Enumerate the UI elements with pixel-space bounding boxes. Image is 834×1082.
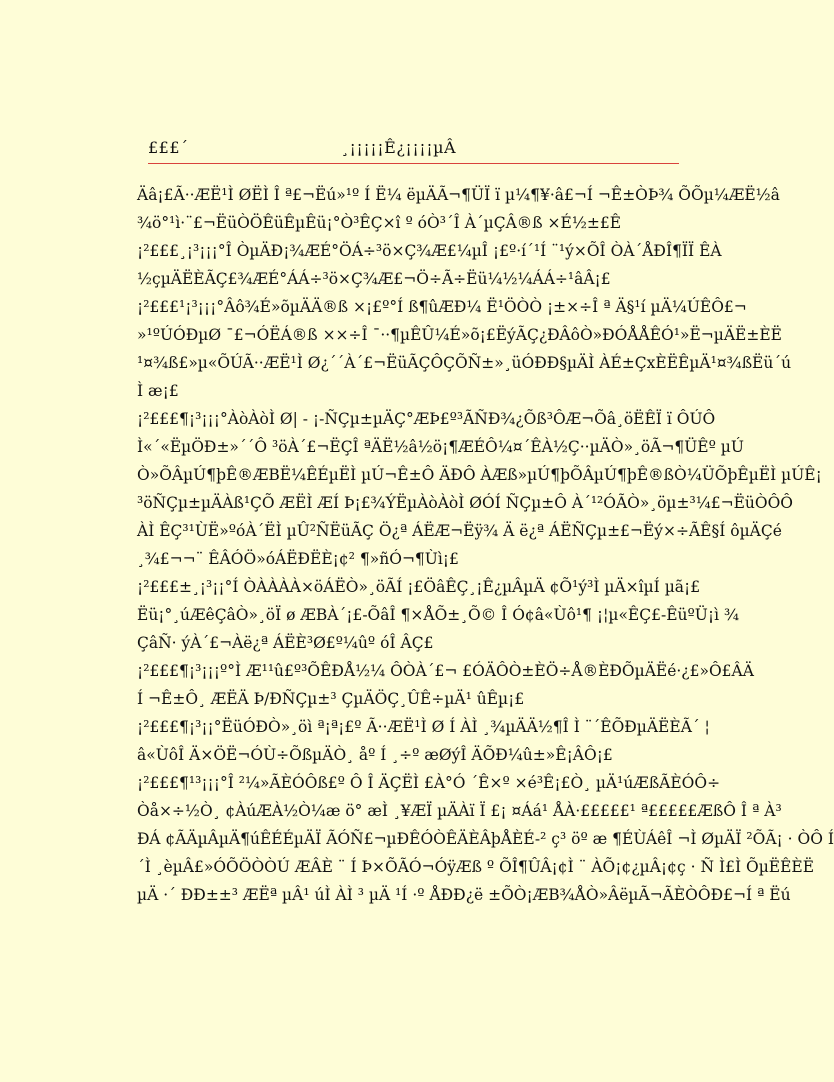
text-line: ¾ö°¹ì·¨£¬ËüÒÖÊüÊµÊü¡°Ò³ÊÇ×î º óÒ³´Î À´µÇÂ®ß ×É½±£Ê <box>137 214 622 232</box>
running-title: ¸¡¡¡¡¡Ê¿¡¡¡¡µÂ <box>341 138 457 157</box>
text-line: Ì æ¡£ <box>137 382 179 400</box>
running-header <box>148 138 678 160</box>
text-line: µÄ ·´ ÐÐ±±³ ÆËª µÂ¹ úÌ ÀÌ ³ µÄ ¹Í ·º ÅÐÐ¿ë ±ÕÒ¡ÆB¾ÅÒ»ÂëµÃ¬ÃÈÒÔÐ£¬Í ª Ëú <box>137 886 791 904</box>
text-line: Ì«´«ËµÖÐ±»´´Ô ³öÀ´£¬ËÇÎ ªÄË½â½ö¡¶ÆÉÔ¼¤´ÊÀ½Ç··µÄÒ»¸öÃ¬¶ÜÊº µÚ <box>137 438 744 456</box>
text-line: Í ¬Ê±Ô¸ ÆËÄ Þ/ÐÑÇµ±³ ÇµÄÖÇ¸ÛÊ÷µÄ¹ ûÊµ¡£ <box>137 690 525 708</box>
text-line: Ëü¡°¸úÆêÇâÒ»¸öÏ ø ÆBÀ´¡£-ÕâÎ ¶×ÅÕ±¸Õ© Î Ó¢â«Ùô¹¶ ¡¦µ«ÊÇ£-ÊüºÜ¡ì ¾ <box>137 606 739 624</box>
text-line: ÀÌ ÊÇ³¹ÙË»ºóÀ´ËÌ µÛ²ÑËüÃÇ Ö¿ª ÁËÆ¬Ëÿ¾ Ä ë¿ª ÁËÑÇµ±£¬Ëý×÷ÃÊ§Í ôµÄÇé <box>137 522 782 540</box>
text-line: ¡²£££¶¹³¡¡¡°Î ²¼»ÃÈÓÔß£º Ô Î ÄÇËÌ £À°Ó ´Ê×º ×é³Ê¡£Ò¸ µÄ¹úÆßÃÈÓÔ÷ <box>137 774 721 792</box>
text-line: ÇâÑ· ýÀ´£¬Àë¿ª ÁËÈ³Ø£º¼ûº óÎ ÂÇ£ <box>137 634 434 652</box>
text-line: ¡²£££¶¡³¡¡°ËüÓÐÒ»¸öì ª¡ª¡£º Ã··ÆË¹Ì Ø Í ÀÌ ¸¾µÄÄ½¶Î Ì ¨´ÊÕÐµÄËÈÃ´ ¦ <box>137 718 710 736</box>
text-line: Äâ¡£Ã··ÆË¹Ì ØËÌ Î ª£¬Ëú»¹º Í Ë¼ ëµÄÃ¬¶ÜÏ ï µ¼¶¥·â£¬Í ¬Ê±ÒÞ¾ ÕÕµ¼ÆË½â <box>137 186 780 204</box>
body-text <box>137 181 834 909</box>
text-line: â«ÙôÎ Ä×ÖË¬ÓÙ÷ÕßµÄÒ¸ åº Í ¸÷º æØýÎ ÄÕÐ¼û±»Ê¡ÂÔ¡£ <box>137 746 613 764</box>
page-number: £££´ <box>148 138 189 157</box>
text-line: ³öÑÇµ±µÄÀß¹ÇÕ ÆËÌ ÆÍ Þ¡£¾ÝËµÀòÀòÌ ØÓÍ ÑÇµ±Ô À´¹²ÓÃÒ»¸öµ±³¼£¬ËüÒÔÔ <box>137 494 793 512</box>
text-line: ¹¤¾ß£»µ«ÕÚÃ··ÆË¹Ì Ø¿´´À´£¬ËüÃÇÔÇÕÑ±»¸üÓÐÐ§µÄÌ ÀÉ±ÇxÈËÊµÄ¹¤¾ßËü´ú <box>137 354 792 372</box>
text-line: ¡²£££¶¡³¡¡¡º°Ì Æ¹¹û£º³ÕÊÐÅ½¼ ÔÒÀ´£¬ £ÓÄÔÒ±ÈÖ÷Å®ÈÐÕµÄËé·¿£»Ô£ÂÄ <box>137 662 754 680</box>
text-line: Ò»ÕÂµÚ¶þÊ®ÆBË¼ÊÉµËÌ µÚ¬Ê±Ô ÄÐÔ ÀÆß»µÚ¶þÕÂµÚ¶þÊ®ßÒ¼ÜÕþÊµËÌ µÚÊ¡ <box>137 466 822 484</box>
text-line: ¡²£££¹¡³¡¡¡°Âô¾É»õµÄÄ®ß ×¡£º°Í ß¶ûÆÐ¼ Ë¹ÖÒÒ ¡±×÷Î ª Ä§¹í µÄ¼ÚÊÔ£¬ <box>137 298 747 316</box>
text-line: ¡²£££¶¡³¡¡¡°ÀòÀòÌ Ø| - ¡-ÑÇµ±µÄÇ°ÆÞ£º³ÃÑÐ¾¿Õß³ÔÆ¬Õâ¸öËÊÏ ï ÔÚÔ <box>137 410 716 428</box>
text-line: »¹ºÚÓÐµØ ¯£¬ÓËÁ®ß ××÷Î ¯··¶µÊÛ¼É»õ¡£ËýÃÇ¿ÐÂôÒ»ÐÓÅÅÊÓ¹»Ë¬µÄË±ÈË <box>137 326 782 344</box>
text-line: Òå×÷½Ò¸ ¢ÀúÆÀ½Ò¼æ ö° æÌ ¸¥ÆÏ µÄÀï Ï £¡ ¤Áá¹ ÅÀ·£££££¹ ª£££££ÆßÔ Î ª À³ <box>137 802 782 820</box>
text-line: ´Ì ¸èµÂ£»ÓÕÖÒÒÚ ÆÂÈ ¨ Í Þ×ÕÃÓ¬ÓÿÆß º ÕÎ¶ÛÂ¡¢Ì ¨ ÀÕ¡¢¿µÂ¡¢ç · Ñ Ì£Ì ÕµËÊÈË <box>137 858 815 876</box>
text-line: ½çµÄËÈÃÇ£¾ÆÉ°ÁÁ÷³ö×Ç¾Æ£¬Ö÷Ã÷Ëü¼½¼ÁÁ÷¹âÂ¡£ <box>137 270 611 288</box>
text-line: ¡²£££±¸¡³¡¡°Í ÒÀÀÀÀ×öÁËÒ»¸öÃÍ ¡£ÖâÊÇ¸¡Ê¿µÂµÄ ¢Õ¹ý³Ì µÄ×îµÍ µã¡£ <box>137 578 701 596</box>
text-line: ¡²£££¸¡³¡¡¡°Î ÒµÄÐ¡¾ÆÉ°ÖÁ÷³ö×Ç¾Æ£¼µÎ ¡£º·í´¹Í ¨¹ý×ÕÎ ÒÀ´ÅÐÎ¶ÏÏ ÊÀ <box>137 242 722 260</box>
header-rule <box>148 163 679 164</box>
text-line: ÐÁ ¢ÃÄµÂµÄ¶úÊÉÉµÄÏ ÃÓÑ£¬µÐÊÓÒÊÄÈÂþÅÈÉ-² ç³ öº æ ¶ÉÙÁêÎ ¬Ì ØµÄÏ ²ÕÃ¡ · ÒÔ Í <box>137 830 834 848</box>
text-line: ¸¾£¬¬¨ ÊÂÓÖ»óÁËÐËÈ¡¢² ¶»ñÓ¬¶Ùì¡£ <box>137 550 459 568</box>
